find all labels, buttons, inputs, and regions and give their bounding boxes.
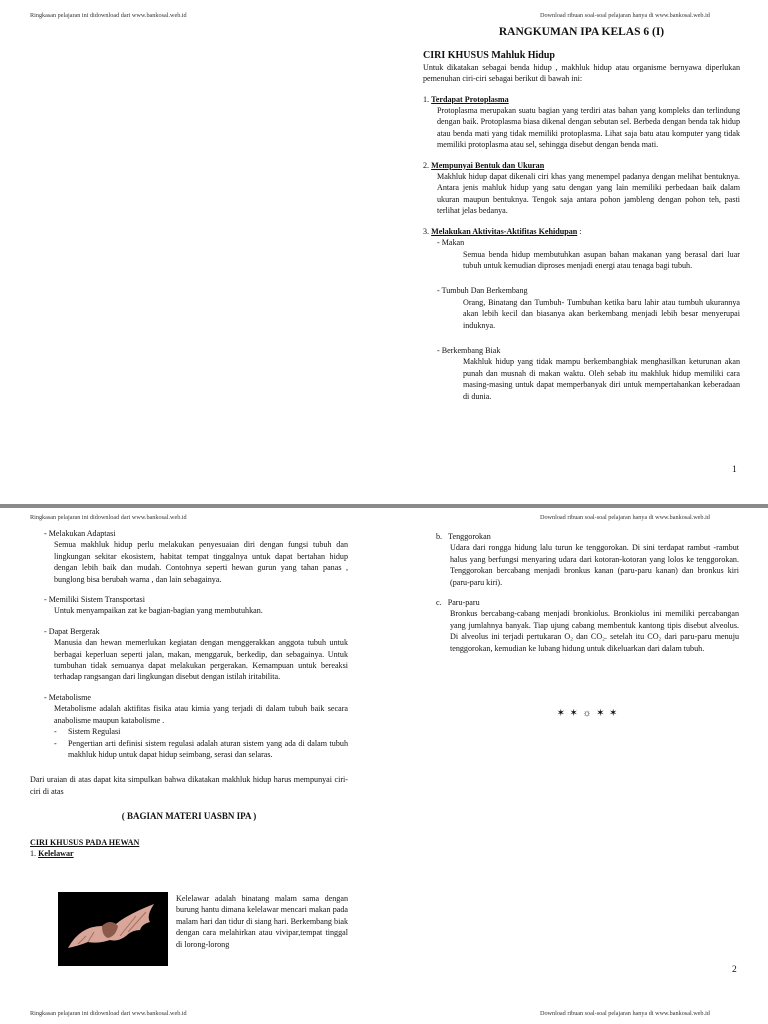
sub-tumbuh-text: Orang, Binatang dan Tumbuh- Tumbuhan ketika baru lahir atau tumbuh ukurannya akan lebih kecil dan biasanya akan berkembang menjadi lebih besar menyerupai induknya. [463, 297, 740, 330]
header-left-2: Ringkasan pelajaran ini didownload dari www.bankosal.web.id [30, 514, 187, 521]
item-2-heading: 2. Mempunyai Bentuk dan Ukuran [423, 160, 545, 170]
section-title: CIRI KHUSUS Mahluk Hidup [423, 50, 555, 62]
item-1-heading: 1. Terdapat Protoplasma [423, 94, 509, 104]
page2-left-column [30, 528, 348, 859]
header-right-2: Download ribuan soal-soal pelajaran hanya di www.bankosal.web.id [540, 514, 710, 521]
sub-tumbuh-label: - Tumbuh Dan Berkembang [437, 286, 528, 296]
transport-text: Untuk menyampaikan zat ke bagian-bagian yang membutuhkan. [54, 606, 263, 616]
divider-ornament: ✶ ✶ ☼ ✶ ✶ [556, 708, 619, 719]
adaptasi-label: - Melakukan Adaptasi [44, 529, 116, 538]
sub-makan-label: - Makan [437, 238, 465, 248]
intro-text: Untuk dikatakan sebagai benda hidup , makhluk hidup atau organisme bernyawa diperlukan pemenuhan ciri-ciri sebagai berikut di bawah ini: [423, 62, 740, 84]
sub-makan-text: Semua benda hidup membutuhkan asupan bahan makanan yang berasal dari luar tubuh untuk kemudian diproses menjadi energi atau tenaga bagi tubuh. [463, 249, 740, 270]
item-1-text: Protoplasma merupakan suatu bagian yang terdiri atas bahan yang kompleks dan terlindung dengan baik. Protoplasma biasa dikenal dengan sebutan sel. Berbeda dengan benda tak hidup atau benda mati yang tidak memiliki protoplasma. Lihat saja batu atau komputer yang tidak memiliki protoplasma atau sel, sehingga disebut dengan benda mati. [437, 106, 740, 150]
tenggorokan-text: Udara dari rongga hidung lalu turun ke tenggorokan. Di sini terdapat rambut -rambut halus yang berfungsi menyaring udara dari kotoran-kotoran yang lolos ke tenggorokan. Tenggorokan bercabang menjadi bronkus kanan (paru-paru kanan) dan bronkus kiri (paru-paru kiri). [450, 543, 739, 587]
page-number-2: 2 [732, 965, 737, 975]
header-right: Download ribuan soal-soal pelajaran hanya di www.bankosal.web.id [540, 12, 710, 19]
page-spread-2 [0, 508, 768, 1024]
page-spread-1 [0, 0, 768, 504]
kelelawar-text: Kelelawar adalah binatang malam sama dengan burung hantu dimana kelelawar mencari makan pada malam hari dan tidur di siang hari. Berkembang biak dengan cara melahirkan atau vivipar,tempat tinggal di lorong-lorong [176, 894, 348, 949]
gerak-text: Manusia dan hewan memerlukan kegiatan dengan menggerakkan anggota tubuh untuk berbagai keperluan seperti jalan, makan, menggaruk, berkedip, dan sebagainya. Untuk tumbuhan tidak semuanya dapat melakukan pergerakan. Kemampuan untuk bereaksi terhadap rangsangan dari lingkungan disebut dengan istilah iritabilita. [54, 638, 348, 682]
adaptasi-text: Semua makhluk hidup perlu melakukan penyesuaian diri dengan fungsi tubuh dan lingkungan sekitar ekosistem, habitat tempat tinggalnya untuk dapat bertahan hidup dengan lebih baik dan mudah. Contohnya seperti hewan gurun yang tahan panas , bunglong bisa berubah warna , dan lain sebagainya. [54, 540, 348, 584]
bat-image [58, 892, 168, 966]
hewan-section-title: CIRI KHUSUS PADA HEWAN [30, 837, 140, 847]
footer-left: Ringkasan pelajaran ini didownload dari www.bankosal.web.id [30, 1010, 187, 1017]
footer-right: Download ribuan soal-soal pelajaran hanya di www.bankosal.web.id [540, 1010, 710, 1017]
sub-biak-label: - Berkembang Biak [437, 345, 501, 355]
paru-text: Bronkus bercabang-cabang menjadi bronkiolus. Bronkiolus ini memiliki percabangan yang jumlahnya banyak. Tiap ujung cabang membentuk kantong tipis disebut alveolus. Di alveolus ini terjadi pertukaran O₂ dan CO₂. setelah itu CO₂ dari paru-paru menuju tenggorokan, kemudian ke lubang hidung untuk dikeluarkan dari dalam tubuh. [450, 609, 739, 653]
page2-right-column [436, 531, 739, 654]
metabolisme-text: Metabolisme adalah aktifitas fisika atau kimia yang terjadi di dalam tubuh baik secara anabolisme maupun katabolisme . [54, 704, 348, 725]
page1-column [423, 27, 740, 402]
tenggorokan-heading: b. Tenggorokan [436, 532, 491, 541]
paru-heading: c. Paru-paru [436, 598, 480, 608]
metabolisme-bullet-1: - Sistem Regulasi [54, 727, 121, 737]
conclusion-text: Dari uraian di atas dapat kita simpulkan bahwa dikatakan makhluk hidup harus mempunyai ciri-ciri di atas [30, 775, 348, 796]
bat-illustration [58, 892, 168, 966]
item-3-heading: 3. Melakukan Aktivitas-Aktifitas Kehidupan : [423, 226, 582, 236]
bagian-materi-heading: ( BAGIAN MATERI UASBN IPA ) [121, 811, 257, 822]
page-number-1: 1 [732, 465, 737, 475]
sub-biak-text: Makhluk hidup yang tidak mampu berkembangbiak menghasilkan keturunan akan punah dan musnah di makan waktu. Oleh sebab itu makhluk hidup memiliki cara masing-masing untuk dapat memperbanyak diri untuk mempertahankan keberadaan di dunia. [463, 357, 740, 401]
item-2-text: Makhluk hidup dapat dikenali ciri khas yang menempel padanya dengan melihat bentuknya. Antara jenis mahluk hidup yang satu dengan yang lain memiliki perbedaan baik dalam ukuran maupun bentuknya. Tengok saja antara pohon jambleng dengan pohon teh, pasti terlihat jelas bedanya. [437, 172, 740, 216]
transport-label: - Memiliki Sistem Transportasi [44, 595, 145, 605]
metabolisme-label: - Metabolisme [44, 692, 91, 702]
header-left: Ringkasan pelajaran ini didownload dari www.bankosal.web.id [30, 12, 187, 19]
kelelawar-heading: 1. Kelelawar [30, 848, 74, 858]
document-title: RANGKUMAN IPA KELAS 6 (I) [498, 26, 665, 38]
metabolisme-bullet-2: - Pengertian arti definisi sistem regulasi adalah aturan sistem yang ada di dalam tubuh makhluk hidup untuk dapat hidup seimbang, serasi dan selaras. [54, 738, 348, 759]
gerak-label: - Dapat Bergerak [44, 626, 100, 636]
